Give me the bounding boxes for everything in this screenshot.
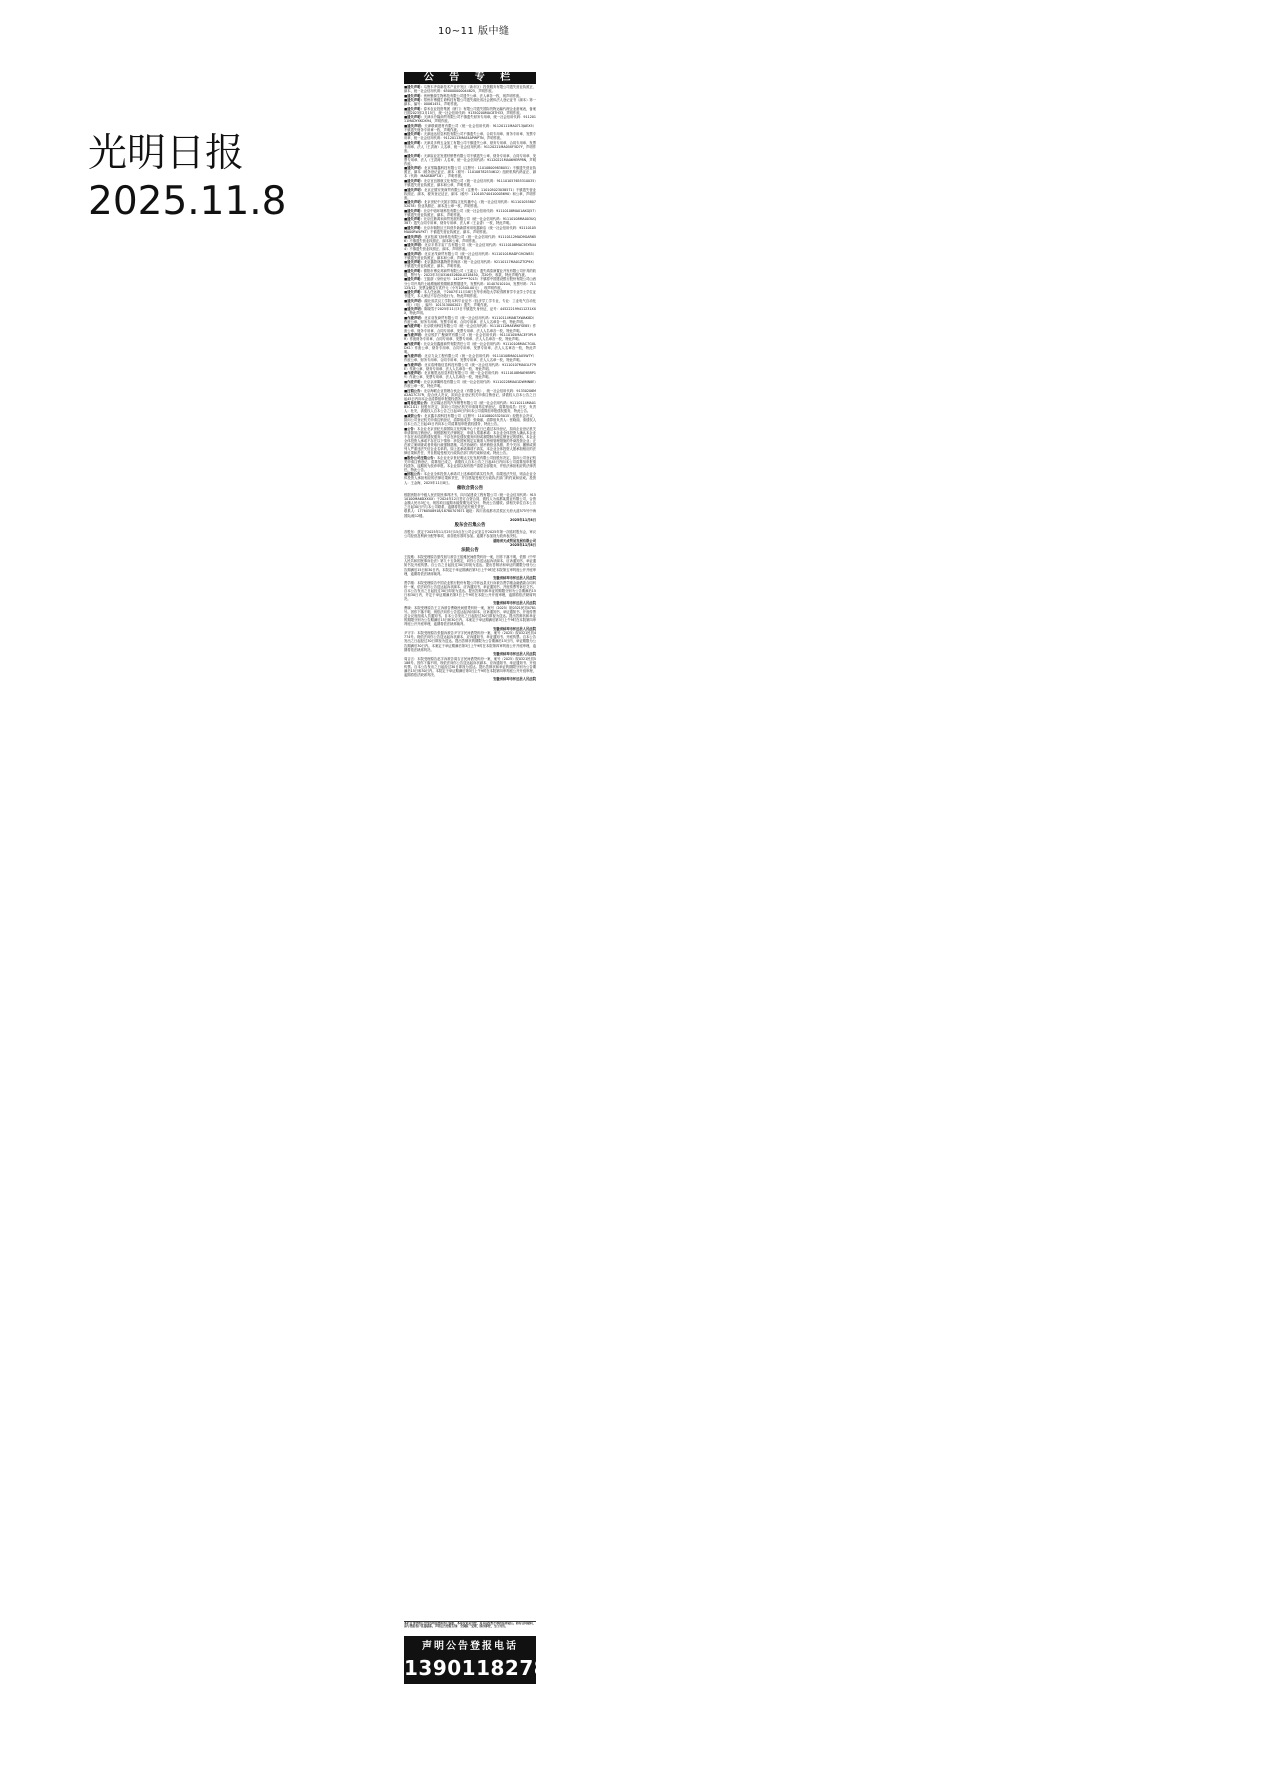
notice-body: 天津永升隆商贸有限公司不慎遗失财务专用章，统一社会信用代码：91120111MADYXKDX94，声明作废。 bbox=[404, 115, 536, 124]
section-paragraph: 2025年11月8日 bbox=[510, 518, 536, 522]
notice-tag: ■ 遗失声明： bbox=[404, 154, 424, 158]
notice-tag: ■ 遗失声明： bbox=[404, 132, 424, 136]
notice-item bbox=[404, 107, 536, 115]
notice-body: 北京隆达昌茂汽车销售有限公司（统一社会信用代码：91110114MA01B5C1G1）经股东决定，拟向公司登记机关申请简易注销登记，清算组成员：杜安，负责人：杜安，请债权人自本公告之日起45日内向本公司清算组申报债权债务，特此公告。 bbox=[404, 401, 536, 414]
notice-item bbox=[404, 414, 536, 426]
notice-tag: ■ 遗失声明： bbox=[404, 166, 424, 170]
notice-tag: ■ 遗失声明： bbox=[404, 235, 424, 239]
contact-label: 声明公告登报电话 bbox=[422, 1641, 518, 1652]
notice-body: 北京市朝阳区王四营乡新新群家用电器商店（统一社会信用代码：92110105MA00RWLPXT）不慎遗失营业执照正、副本，声明作废。 bbox=[404, 225, 536, 235]
notice-tag: ■ 作废声明： bbox=[404, 363, 424, 367]
notice-tag: ■ 遗失声明： bbox=[404, 209, 424, 213]
notice-tag: ■ 遗失声明： bbox=[404, 107, 424, 111]
notice-item bbox=[404, 132, 536, 140]
notice-tag: ■ 作废声明： bbox=[404, 333, 424, 337]
section-paragraph: 根据贵阳市中级人民法院民事判决书，四川某建设工程有限公司（统一社会信用代码：91510100MA6DXXXX）于2024年12月签订合资合同，债权人为成都某置业有限公司，合资金额人民币3亿元，现因项目逾期未能按期完成交付，特此公告催收。请相关单位自本公告之日起30日内与本公司联系，逾期将依法追究相关责任。 bbox=[404, 492, 536, 509]
notice-body: 北京鑫丰源科技有限公司（注册号：110108003325015）经股东会决议，拟向公司登记机关申请注销登记，清算组成员：张晓丽，清算组负责人：张晓丽，请债权人自本公告之日起45日内向本公司清算组申报债权债务，特此公告。 bbox=[404, 413, 536, 427]
notice-tag: ■ 作废声明： bbox=[404, 371, 424, 375]
notice-body: 北京海联企业管理合伙企业（有限合伙），统一社会信用代码：91330206MA2AG7C37R，经合伙人决议，拟向企业登记机关申请注销登记，请债权人自本公告之日起45日内向本企业清算组申报债权债务。 bbox=[404, 388, 536, 401]
section-title: 股东会召集公告 bbox=[454, 523, 486, 529]
notice-item bbox=[404, 333, 536, 341]
notice-body: 北京羽发商贸有限公司（统一社会信用代码：91110114MAB7XWAK8D）作废公章、财务专用章、发票专用章、合同专用章、法人人名章各一枚，特此声明。 bbox=[404, 315, 536, 324]
notice-body: 北京正德安美商贸有限公司（注册号：110105023038571）不慎遗失营业执照正、副本，税务登记证正、副本（税号：110105740410005690）和公章，声明作废。 bbox=[404, 187, 536, 200]
notice-body: 郑州市博健生命科技有限公司遗失湖北省社会团体法人登记证书（副本）第一副本，编号：00061451，声明作废。 bbox=[404, 98, 536, 107]
notice-tag: ■ 遗失声明： bbox=[404, 269, 424, 273]
notice-body: 北京众信鑫盛商贸有限责任公司（统一社会信用代码：91110108MAC7GULDX1）作废公章、财务专用章、合同专用章、发票专用章、法人人名章各一枚，特此声明。 bbox=[404, 341, 536, 354]
notice-body: 北京锐扩广聚商贸有限公司（统一社会信用代码：91110105MACEF3P19R）作废财务专用章、合同专用章、发票专用章、法人人名章各一枚，特此声明。 bbox=[404, 332, 536, 342]
notice-tag: ■ 简易注销公告： bbox=[404, 401, 430, 405]
notice-item bbox=[404, 98, 536, 106]
notice-item bbox=[404, 371, 536, 379]
notice-tag: ■ 遗失声明： bbox=[404, 200, 424, 204]
notice-item bbox=[404, 456, 536, 472]
notice-item bbox=[404, 209, 536, 217]
footer-disclaimer: 本栏目刊登的公告内容均由登报客户提供，本报仅负责刊登，对其真实性不承担法律责任。如有任何疑问，请与登报客户直接联系。声明公告登报专线：全国统一受理，即办即登，当日刊出。 bbox=[404, 1621, 536, 1636]
notice-item bbox=[404, 217, 536, 225]
section-title: 催收合资公告 bbox=[456, 485, 484, 491]
section-paragraph: 各股东：兹定于2025年11月25日15点在公司会议室召开2025年第一次临时股东会，审议公司经营及利润分配等事项，请各股东准时参加。逾期不参加视为放弃表决权。 bbox=[404, 530, 536, 539]
notice-tag: ■ 作废声明： bbox=[404, 380, 424, 384]
notice-body: 北京中铂环境科技有限公司（统一社会信用代码：91110108MA01AKGJ57）不慎遗失营业执照正、副本，声明作废。 bbox=[404, 208, 536, 217]
notice-tag: ■ 遗失声明： bbox=[404, 179, 424, 183]
notice-item bbox=[404, 269, 536, 277]
notice-tag: ■ 作废声明： bbox=[404, 316, 424, 320]
notice-body: 德阳市博克邦商贸有限公司（王素云）遗失鸿泰润置业开发有限公司开具的收据，票号为：2022年3月0316452600-0318450，共20份，收款，特此声明作废。 bbox=[404, 268, 536, 277]
notice-body: 天津联硕建材有限公司（统一社会信用代码：91120111MA0713JAEX5）不慎遗失财务专用章一枚，声明作废。 bbox=[404, 123, 536, 132]
notice-tag: ■ 遗失声明： bbox=[404, 217, 424, 221]
notice-item bbox=[404, 363, 536, 371]
notice-body: 春禾农业投资集团（厦门）有限公司遗失国际货物运输代理企业备案表，备案日期2023年2月15日，统一社会信用代码：91350200MAC8TH33，声明作废。 bbox=[404, 106, 536, 115]
notices-list bbox=[404, 84, 536, 1619]
section-paragraph: 安徽省蚌埠市怀远县人民法院 bbox=[493, 652, 536, 657]
notice-tag: ■ 注销公告： bbox=[404, 389, 424, 393]
section-paragraph: 安徽省蚌埠市怀远县人民法院 bbox=[493, 626, 536, 631]
notice-item bbox=[404, 226, 536, 234]
notice-tag: ■ 作废声明： bbox=[404, 354, 424, 358]
notice-body: 王振浙（身份证号：1423****7013）不慎将中国建设银行股份有限公司山西分公司开具的土地增值税预缴税款票据遗失，发票代码：01407010104，发票号码：711125/12，发票金额壹万贰仟元（小写10500.00元），现声明作废。 bbox=[404, 277, 536, 290]
notice-item bbox=[404, 389, 536, 401]
contact-box bbox=[404, 1636, 563, 1684]
notice-body: 天津灵多利五金加工有限公司不慎遗失公章、财务专用章、合同专用章、发票专用章、法人（王洪涛）人名章，统一社会信用代码：91120221MA05XF5D7Y，声明作废。 bbox=[404, 140, 536, 154]
notice-item bbox=[404, 252, 536, 260]
notice-tag: ■ 遗失声明： bbox=[404, 98, 424, 102]
section-paragraph: 贾学刚：本院受理原告中国农业银行股份有限公司怀远县支行诉被告贾学刚金融借款合同纠纷一案，依法向你公告送达起诉状副本、应诉通知书、举证通知书、开庭传票等诉讼文书。自本公告发出之日起经过30日即视为送达。提出答辩状和举证的期限分别为公告期满后15日和30日内，并定于举证期满后第3日上午9时在本院公开开庭审理，逾期将依法缺席判决。 bbox=[404, 580, 536, 601]
notice-body: 北京钰源飞扬科技有限公司（统一社会信用代码：91110112MAD9GAR656）不慎遗失营业执照正、副本和公章，声明作废。 bbox=[404, 234, 536, 243]
notice-item bbox=[404, 85, 536, 93]
newspaper-name: 光明日报 bbox=[88, 131, 245, 176]
notice-item bbox=[404, 235, 536, 243]
notice-body: 本企业北京世纪天源国际文化传媒中心于近日已通过本所登记，拟向企业登记机关申请简易注销登记。现根据相关法律规定，申请人郑重承诺：本企业全体投资人确认本企业不存在未结清的债权债务；不存在涉及债权债务纠纷或被限制办理注销登记的情形。本企业全体投资人承诺不存在以下情形：涉及国家规定实施准入特别管理措施的外商投资企业；正在被立案调查或者采取行政强制措施、司法协助的；被吊销营业执照、责令关闭、撤销或被列入严重违法失信企业名单的。如上述承诺事项不真实，本企业全体投资人愿承担相应的法律后果和责任，并自愿接受相关行政执法部门的约束和惩戒。特此公告。 bbox=[404, 426, 536, 456]
notice-tag: ■ 遗失声明： bbox=[404, 226, 424, 230]
contact-phone: 13901182789 bbox=[404, 1656, 563, 1680]
issue-date: 2025.11.8 bbox=[88, 179, 287, 224]
notice-item bbox=[404, 277, 536, 289]
notice-tag: ■ 遗失声明： bbox=[404, 115, 424, 119]
gutter-label: 10~11 版中缝 bbox=[438, 26, 510, 37]
notice-body: 北京力众工程有限公司（统一社会信用代码：91110108MA01AX5W7Y）作废公章、财务专用章、合同专用章、发票专用章、法人人名章一枚，特此声明。 bbox=[404, 354, 536, 363]
notice-tag: ■ 作废声明： bbox=[404, 324, 424, 328]
notice-body: 北京红鼎鸿禾商贸发展有限公司（统一社会信用代码：91110108MA003UQ387）遗失合同专用章、财务专用章、法人章（王金香）一枚，特此声明。 bbox=[404, 217, 536, 226]
section-title: 法院公告 bbox=[461, 548, 479, 554]
notice-tag: ■ 遗失声明： bbox=[404, 124, 424, 128]
notice-item bbox=[404, 141, 536, 153]
notice-body: 本人任远涛，于2007年11月18日在华东师范大学取得教育学专业学士学位证书遗失，本人保证不存在伪造行为，特此声明作废。 bbox=[404, 290, 536, 299]
announcement-column bbox=[404, 72, 563, 1772]
notice-body: 北京邻隆鑫科技有限公司（注册号：110108009838051）不慎遗失营业执照正、副本（税务登记证正、副本（税号：110108782534612）组织机构代码证正、副本（代码：MA0SBXPT-8），声明作废。 bbox=[404, 166, 536, 179]
notice-tag: ■ 遗失声明： bbox=[404, 260, 424, 264]
notice-item bbox=[404, 243, 536, 251]
notice-item bbox=[404, 188, 536, 200]
notice-body: 北京世纪中天凯宇国际文化传播中心（统一社会信用代码：91110105580752078）营业执照正、副本及公章一枚，声明作废。 bbox=[404, 200, 536, 209]
notice-body: 陈晓雪于2025年11月3日不慎遗失身份证，证号：445222199411231XXX，特此声明。 bbox=[404, 307, 536, 316]
section-paragraph: 安徽省蚌埠市怀远县人民法院 bbox=[493, 576, 536, 581]
notice-body: 天津宸业宏发建材销售有限公司不慎遗失公章、财务专用章、合同专用章、发票专用章、法人（王洪涛）人名章，统一社会信用代码：91120221MA069ERP8N，声明作废。 bbox=[404, 153, 536, 166]
notice-tag: ■ 遗失声明： bbox=[404, 141, 424, 145]
notice-body: 北京京津冀科技有限公司（统一社会信用代码：91110228MA01DWMN8E）作废公章一枚，特此声明。 bbox=[404, 379, 536, 389]
notice-item bbox=[404, 401, 536, 413]
notice-body: 天津途达信息科技有限公司不慎遗失公章、合同专用章、财务专用章、发票专用章，统一社会信用代码：91120113MAE4APWPTN，声明作废。 bbox=[404, 132, 536, 141]
notice-tag: ■ 遗失声明： bbox=[404, 299, 424, 303]
notice-tag: ■ 公告： bbox=[404, 427, 417, 431]
section-paragraph: 周吉言：本院受理原告赵宇诉被告周吉言民间借贷纠纷一案，案号（2025）皖0321民初5188号。因你下落不明，现依法向你公告送达起诉状副本、应诉通知书、举证通知书、开庭传票。自本公告发出之日起经过30日即视为送达。提出答辩状和举证的期限分别为公告期满后15日和30日内。本院定于举证期满后第3日上午9时在本院第四审判庭公开开庭审理，逾期将依法缺席判决。 bbox=[404, 656, 536, 677]
notice-item bbox=[404, 299, 536, 307]
notice-tag: ■ 遗失声明： bbox=[404, 94, 424, 98]
notice-item bbox=[404, 154, 536, 166]
notice-body: 本企业全体投资人承诺对上述承诺的真实性负责，如果违法失信，则由企业全体投资人承担相应的法律后果和责任，并自愿接受相关行政执法部门的约束和惩戒。投资人：王金海，2025年11月8日。 bbox=[404, 472, 536, 485]
notice-tag: ■ 遗失声明： bbox=[404, 243, 424, 247]
notice-tag: ■ 招租公告： bbox=[404, 472, 424, 476]
notice-body: 北京联讯科技有限公司（统一社会信用代码：91110112MAEWKFSE85）作废公章、财务专用章、合同专用章、发票专用章、法人人名章各一枚，特此声明。 bbox=[404, 324, 536, 333]
notice-item bbox=[404, 179, 536, 187]
notice-tag: ■ 遗失声明： bbox=[404, 307, 424, 311]
section-paragraph: 安徽省蚌埠市怀远县人民法院 bbox=[493, 601, 536, 606]
column-title: 公 告 专 栏 bbox=[404, 72, 536, 84]
notice-item bbox=[404, 260, 536, 268]
notice-body: 北京圣茂商贸有限公司（统一社会信用代码：91110101MADFG9CW83）不慎遗失营业执照正、副本和公章，声明作废。 bbox=[404, 251, 536, 260]
notice-item bbox=[404, 427, 536, 456]
notice-body: 北京平易宇宙广告有限公司（统一社会信用代码：91110108MAC5SYB444）不慎遗失营业执照正、副本，声明作废。 bbox=[404, 243, 536, 252]
notice-tag: ■ 遗失声明： bbox=[404, 277, 424, 281]
section-paragraph: 联系人：17760508918/18780707671 地址：四川省成都市武侯区天府大道575号中海国际J座12楼。 bbox=[404, 509, 536, 518]
section-paragraph: 尹守宇：本院受理原告张磊诉被告尹守宇民间借贷纠纷一案，案号（2025）皖0321民初4774号。现依法向你公告送达起诉状副本、应诉通知书、举证通知书、开庭传票。自本公告发出之日起经过30日即视为送达。提出答辩状的期限为公告期满后15日内，举证期限为公告期满后30日内。本案定于举证期满后第3日上午9时在本院第四审判庭公开开庭审理，逾期将依法缺席判决。 bbox=[404, 631, 536, 652]
notice-tag: ■ 遗失声明： bbox=[404, 252, 424, 256]
notice-item bbox=[404, 354, 536, 362]
notice-body: 北京敏思达信息科技有限公司（统一社会信用代码：91110108MAE9BRP1Y）作废公章、发票专用章、法人人名章各一枚，特此声明。 bbox=[404, 371, 536, 380]
notice-tag: ■ 遗失声明： bbox=[404, 188, 424, 192]
notice-body: 湖北省武汉工学院本科毕业证书（经济学工学专业，专业：工业电气自动化（电）（电），编号：101313000202）遗失，声明作废。 bbox=[404, 298, 536, 307]
notice-item bbox=[404, 115, 536, 123]
notice-body: 北京鑫影林鑫物资咨询部（统一社会信用代码：92110117MA01ZTCP9X）不慎遗失营业执照正、副本，声明作废。 bbox=[404, 260, 536, 269]
masthead bbox=[88, 130, 287, 226]
notice-item bbox=[404, 200, 536, 208]
notice-body: 北京浩博瑞信息科技有限公司（统一社会信用代码：91110107MA01LF79E）作废公章、财务专用章、法人人名章各一枚，特此声明。 bbox=[404, 362, 536, 371]
notice-body: 贵州聚源生物科技有限公司遗失公章、法人章各一枚，现声明作废。 bbox=[423, 93, 523, 98]
notice-body: 乌鲁木齐高新技术产业开发区（新市区）投资服务有限公司遗失营业执照正、副本，统一社会信用代码：650000000044825，声明作废。 bbox=[404, 85, 536, 94]
notice-item bbox=[404, 316, 536, 324]
section-paragraph: 2025年11月8日 bbox=[510, 543, 536, 548]
notice-item bbox=[404, 380, 536, 388]
notice-item bbox=[404, 472, 536, 484]
notice-tag: ■ 股份公司注销公告： bbox=[404, 456, 437, 460]
notice-item bbox=[404, 166, 536, 178]
notice-tag: ■ 减资公告： bbox=[404, 414, 424, 418]
notice-item bbox=[404, 307, 536, 315]
notice-body: 本企业北京世纪明达文化发展有限公司经股东决定，拟向公司登记机关申请注销登记，清算组已成立，请债权人自本公告之日起45日内向本公司清算组申报债权债务，逾期视为放弃申报。本企业拟以现有资产清偿全部债务，并依法承担相应的法律责任。特此公告。 bbox=[404, 455, 536, 472]
section-paragraph: 王振雅：本院受理原告夏茂旭与被告王振雅民间借贷纠纷一案，因你下落不明，依照《中华人民共和国民事诉讼法》第九十五条规定，向你公告送达起诉状副本、应诉通知书、举证通知书及开庭传票。自公告之日起经过30日即视为送达。提出答辩状和举证的期限分别为公告期满后15日和30日内。本院定于举证期满后第3日上午9时在本院第五审判庭公开开庭审理，逾期将依法缺席裁判。 bbox=[404, 555, 536, 576]
notice-item bbox=[404, 290, 536, 298]
notice-body: 北京宜良都航文化有限公司（统一社会信用代码：911101057655310035）不慎遗失营业执照正、副本和公章，声明作废。 bbox=[404, 178, 536, 188]
section-paragraph: 曹晓：本院受理原告王立诉被告曹晓民间借贷纠纷一案，案号（2025）皖0321民初4781号。因你下落不明，现依法向你公告送达起诉状副本、应诉通知书、举证通知书、开庭传票及合议庭组成人员通知书。自本公告发出之日起经过30日即视为送达。提出答辩状和举证的期限分别为公告期满后15日和30日内。本案定于举证期满后第3日上午9时在本院第四审判庭公开开庭审理，逾期将依法缺席裁判。 bbox=[404, 605, 536, 627]
notice-item bbox=[404, 324, 536, 332]
notice-tag: ■ 遗失声明： bbox=[404, 290, 424, 294]
section-paragraph: 安徽省蚌埠市怀远县人民法院 bbox=[493, 677, 536, 682]
notice-item bbox=[404, 342, 536, 354]
notice-tag: ■ 作废声明： bbox=[404, 342, 424, 346]
section-paragraph: 湖南省天成贸易发展有限公司 bbox=[493, 538, 536, 543]
notice-tag: ■ 遗失声明： bbox=[404, 85, 424, 89]
notice-item bbox=[404, 124, 536, 132]
